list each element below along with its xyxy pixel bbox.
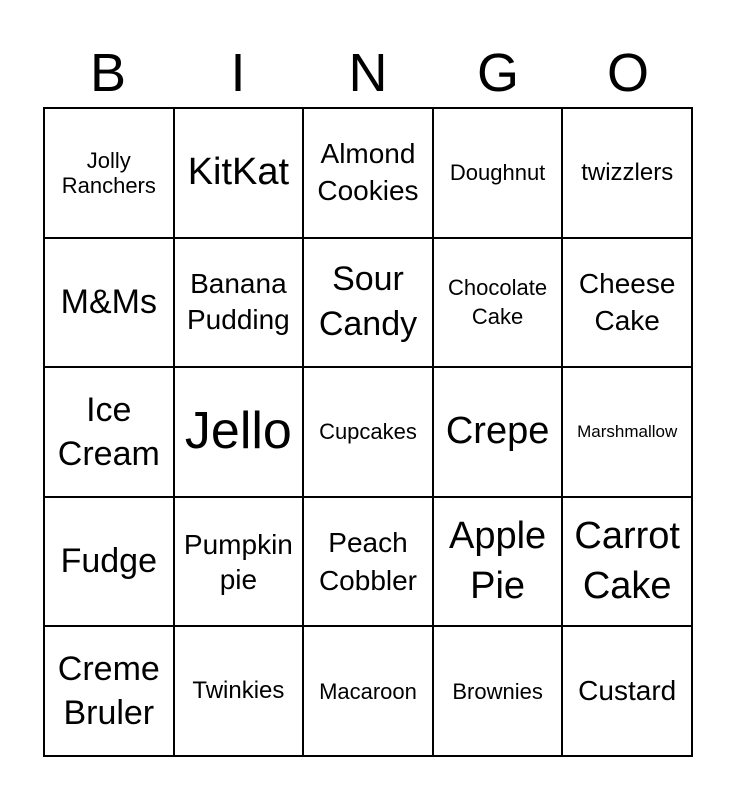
bingo-cell[interactable] — [563, 368, 693, 498]
bingo-cell[interactable] — [563, 627, 693, 757]
cell-label: Jolly Ranchers — [61, 147, 156, 198]
bingo-cell[interactable] — [304, 109, 434, 239]
bingo-cell[interactable] — [434, 498, 564, 628]
cell-label: twizzlers — [581, 159, 674, 186]
header-letter-g: G — [476, 43, 519, 103]
cell-label: KitKat — [187, 150, 290, 193]
cell-label: Twinkies — [192, 677, 285, 705]
bingo-board — [43, 107, 693, 757]
bingo-cell[interactable] — [175, 239, 305, 369]
bingo-cell[interactable] — [45, 627, 175, 757]
cell-label: Banana Pudding — [187, 268, 290, 336]
bingo-cell[interactable] — [45, 239, 175, 369]
bingo-cell[interactable] — [434, 239, 564, 369]
bingo-cell[interactable] — [563, 109, 693, 239]
cell-label: Custard — [578, 675, 677, 707]
bingo-cell[interactable] — [175, 498, 305, 628]
cell-label: Apple Pie — [448, 515, 547, 607]
bingo-cell[interactable] — [304, 627, 434, 757]
cell-label: Peach Cobbler — [318, 526, 418, 596]
bingo-cell[interactable] — [175, 109, 305, 239]
cell-label: Doughnut — [449, 160, 546, 186]
bingo-cell[interactable] — [304, 498, 434, 628]
cell-label: Crepe — [445, 410, 550, 453]
bingo-cell[interactable] — [45, 109, 175, 239]
cell-label: Fudge — [60, 542, 157, 581]
bingo-cell[interactable] — [175, 368, 305, 498]
bingo-cell[interactable] — [45, 368, 175, 498]
cell-label: Sour Candy — [318, 259, 418, 344]
header-letter-b: B — [89, 43, 127, 103]
cell-label: Chocolate Cake — [448, 274, 548, 330]
cell-label: Carrot Cake — [574, 515, 680, 607]
bingo-cell[interactable] — [434, 109, 564, 239]
cell-label: Marshmallow — [577, 422, 678, 442]
bingo-cell[interactable] — [563, 239, 693, 369]
bingo-cell[interactable] — [434, 368, 564, 498]
cell-label: Ice Cream — [57, 390, 160, 473]
bingo-cell[interactable] — [304, 239, 434, 369]
cell-label: Cheese Cake — [578, 267, 676, 337]
bingo-cell[interactable] — [45, 498, 175, 628]
cell-label: M&Ms — [60, 282, 157, 321]
cell-label: Almond Cookies — [317, 138, 419, 206]
cell-label: Jello — [184, 402, 292, 461]
cell-label: Cupcakes — [319, 419, 417, 445]
header-letter-n: N — [348, 43, 388, 103]
bingo-cell[interactable] — [175, 627, 305, 757]
bingo-cell[interactable] — [434, 627, 564, 757]
bingo-header — [43, 40, 693, 106]
cell-label: Creme Bruler — [57, 650, 160, 733]
header-letter-o: O — [606, 43, 649, 103]
cell-label: Brownies — [452, 678, 543, 704]
bingo-cell[interactable] — [304, 368, 434, 498]
cell-label: Macaroon — [319, 678, 417, 704]
bingo-cell[interactable] — [563, 498, 693, 628]
header-letter-i: I — [230, 43, 246, 103]
cell-label: Pumpkin pie — [183, 528, 293, 595]
